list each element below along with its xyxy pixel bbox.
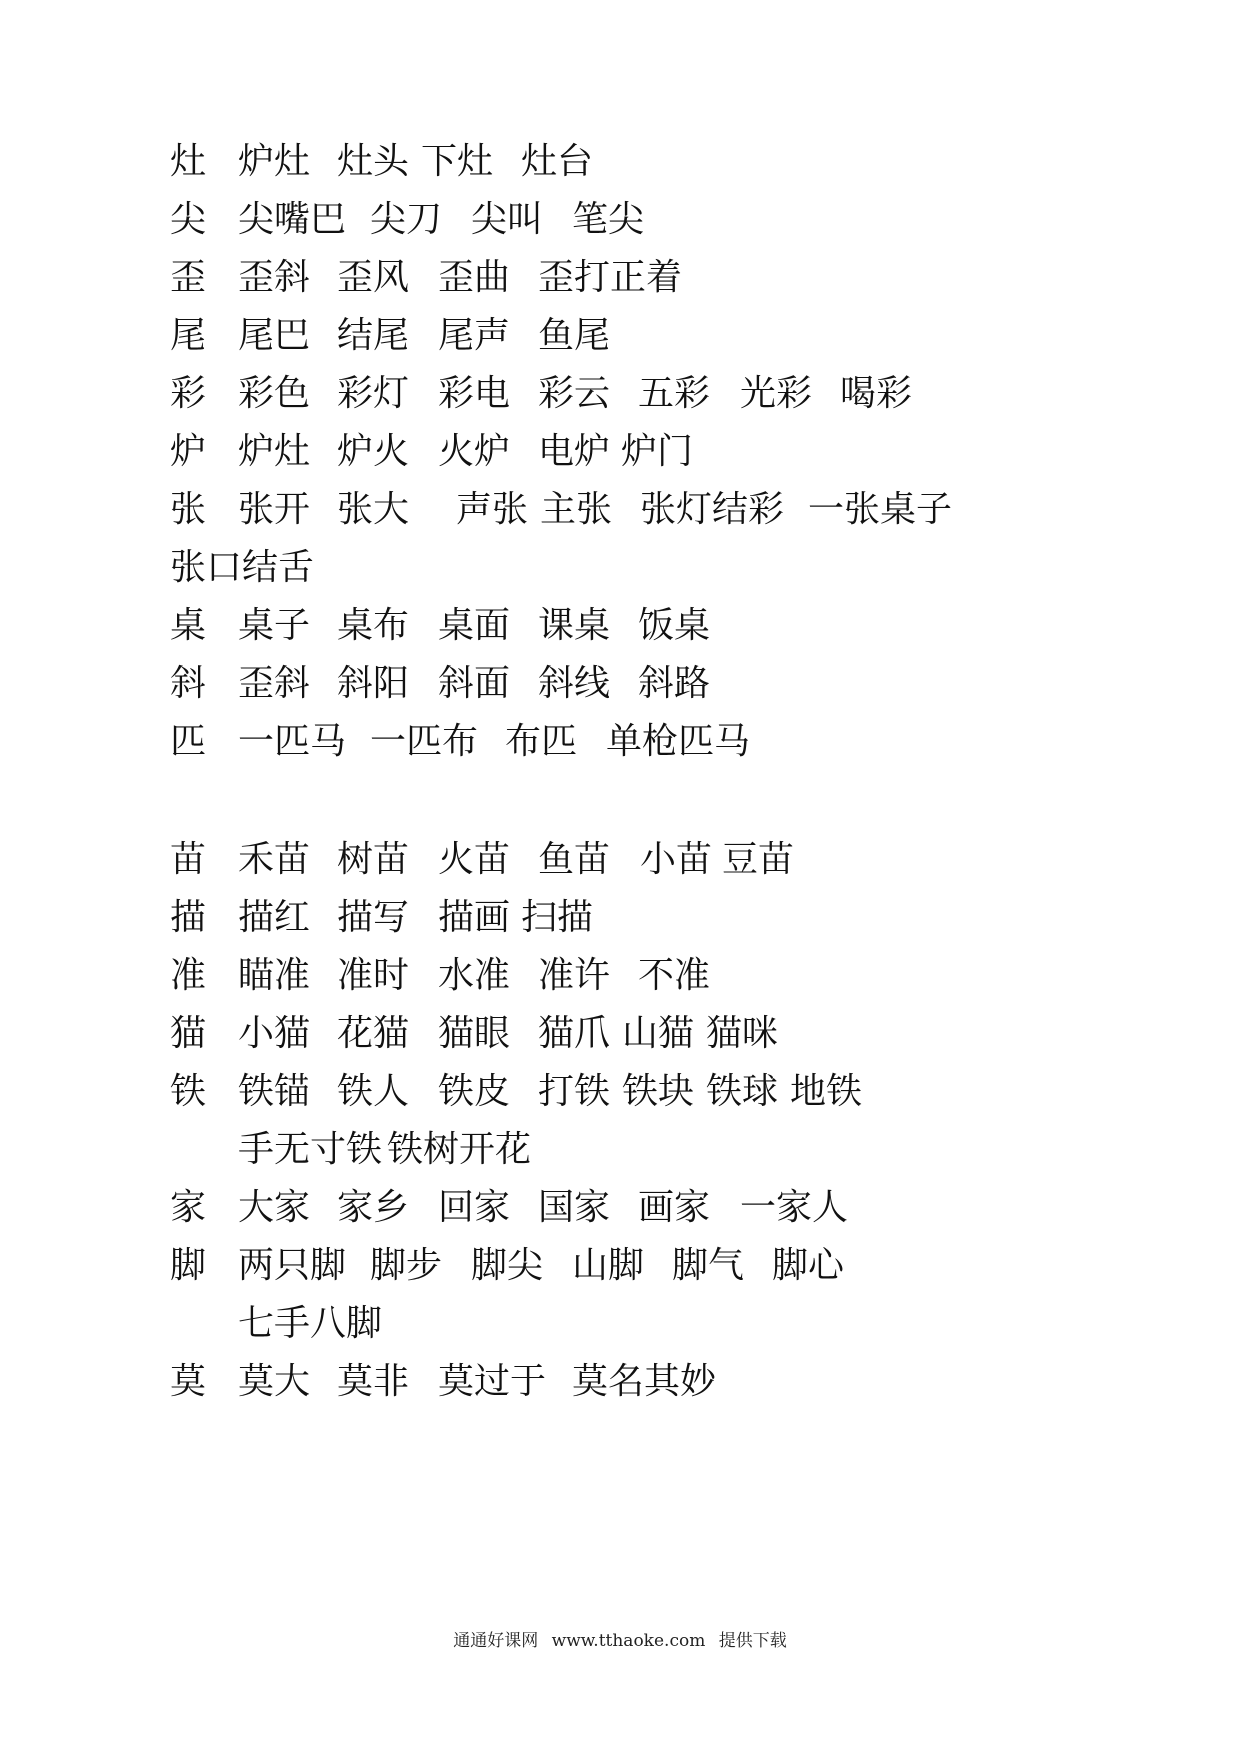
word: 鱼尾 (538, 315, 611, 356)
word: 打铁 (538, 1071, 611, 1112)
word: 喝彩 (840, 373, 913, 414)
footer-site-name: 通通好课网 (453, 1631, 539, 1651)
headword: 张 (170, 489, 207, 530)
word: 花猫 (337, 1013, 410, 1054)
headword: 家 (170, 1187, 207, 1228)
footer-url: www.tthaoke.com (551, 1631, 706, 1651)
word: 一张桌子 (808, 489, 953, 530)
word: 布匹 (505, 721, 578, 762)
word: 张灯结彩 (640, 489, 785, 530)
word: 山猫 (622, 1013, 695, 1054)
word: 瞄准 (238, 955, 311, 996)
word: 回家 (438, 1187, 511, 1228)
page-footer (0, 1629, 1240, 1653)
word: 火苗 (438, 839, 511, 880)
word: 猫眼 (438, 1013, 511, 1054)
word: 描写 (337, 897, 410, 938)
word: 一匹马 (238, 721, 347, 762)
word: 山脚 (572, 1245, 645, 1286)
word: 灶头 (337, 141, 410, 182)
word: 两只脚 (238, 1245, 347, 1286)
headword: 苗 (170, 839, 207, 880)
headword: 脚 (170, 1245, 207, 1286)
word-row (0, 1183, 1240, 1233)
word: 斜面 (438, 663, 511, 704)
word: 桌子 (238, 605, 311, 646)
word-row (0, 951, 1240, 1001)
word: 铁球 (706, 1071, 779, 1112)
word: 笔尖 (572, 199, 645, 240)
word: 彩色 (238, 373, 311, 414)
word: 彩灯 (337, 373, 410, 414)
word: 结尾 (337, 315, 410, 356)
headword: 描 (170, 897, 207, 938)
word: 歪斜 (238, 257, 311, 298)
word: 豆苗 (722, 839, 795, 880)
word-row (0, 1125, 1240, 1175)
word: 描画 (438, 897, 511, 938)
word: 斜线 (538, 663, 611, 704)
word-row (0, 253, 1240, 303)
word: 家乡 (337, 1187, 410, 1228)
headword: 铁 (170, 1071, 207, 1112)
word: 一匹布 (370, 721, 479, 762)
headword: 尖 (170, 199, 207, 240)
word: 铁块 (622, 1071, 695, 1112)
word: 歪风 (337, 257, 410, 298)
word: 炉灶 (238, 431, 311, 472)
word: 张大 (337, 489, 410, 530)
word: 歪斜 (238, 663, 311, 704)
word: 炉门 (621, 431, 694, 472)
word: 下灶 (421, 141, 494, 182)
headword: 莫 (170, 1361, 207, 1402)
word: 彩电 (438, 373, 511, 414)
word: 尾声 (438, 315, 511, 356)
word-row (0, 1357, 1240, 1407)
word: 铁皮 (438, 1071, 511, 1112)
word: 桌面 (438, 605, 511, 646)
word: 声张 (456, 489, 529, 530)
word: 单枪匹马 (606, 721, 751, 762)
word: 光彩 (740, 373, 813, 414)
word: 莫过于 (438, 1361, 547, 1402)
word: 尖嘴巴 (238, 199, 347, 240)
word: 彩云 (538, 373, 611, 414)
headword: 匹 (170, 721, 207, 762)
word-row (0, 893, 1240, 943)
word: 脚气 (672, 1245, 745, 1286)
headword: 尾 (170, 315, 207, 356)
word-row (0, 1299, 1240, 1349)
word: 猫咪 (706, 1013, 779, 1054)
word: 斜阳 (337, 663, 410, 704)
word: 莫大 (238, 1361, 311, 1402)
word: 鱼苗 (538, 839, 611, 880)
word: 准许 (538, 955, 611, 996)
word: 尖刀 (370, 199, 443, 240)
word: 炉火 (337, 431, 410, 472)
word: 脚心 (772, 1245, 845, 1286)
word: 尾巴 (238, 315, 311, 356)
headword: 斜 (170, 663, 207, 704)
word-row (0, 659, 1240, 709)
word-row (0, 195, 1240, 245)
word-row (0, 717, 1240, 767)
footer-suffix: 提供下载 (718, 1631, 787, 1651)
word: 地铁 (790, 1071, 863, 1112)
word: 课桌 (538, 605, 611, 646)
word: 大家 (238, 1187, 311, 1228)
word: 五彩 (638, 373, 711, 414)
word: 扫描 (521, 897, 594, 938)
word: 一家人 (740, 1187, 849, 1228)
word: 禾苗 (238, 839, 311, 880)
headword: 猫 (170, 1013, 207, 1054)
word: 桌布 (337, 605, 410, 646)
word: 国家 (538, 1187, 611, 1228)
word: 脚尖 (471, 1245, 544, 1286)
word-row (0, 1241, 1240, 1291)
word: 电炉 (538, 431, 611, 472)
word: 火炉 (438, 431, 511, 472)
word: 描红 (238, 897, 311, 938)
word: 灶台 (521, 141, 594, 182)
word: 七手八脚 (238, 1303, 383, 1344)
headword: 炉 (170, 431, 207, 472)
word: 画家 (638, 1187, 711, 1228)
word-row (0, 835, 1240, 885)
word-row (0, 543, 1240, 593)
word: 炉灶 (238, 141, 311, 182)
word: 张开 (238, 489, 311, 530)
word: 铁树开花 (387, 1129, 532, 1170)
word: 准时 (337, 955, 410, 996)
word-row (0, 485, 1240, 535)
word-row (0, 427, 1240, 477)
word: 莫名其妙 (572, 1361, 717, 1402)
headword: 彩 (170, 373, 207, 414)
word-row (0, 601, 1240, 651)
word: 歪打正着 (538, 257, 683, 298)
word: 猫爪 (538, 1013, 611, 1054)
word: 小苗 (640, 839, 713, 880)
headword: 灶 (170, 141, 207, 182)
word: 铁锚 (238, 1071, 311, 1112)
headword: 准 (170, 955, 207, 996)
headword: 桌 (170, 605, 207, 646)
word: 铁人 (337, 1071, 410, 1112)
word: 手无寸铁 (238, 1129, 383, 1170)
word: 水准 (438, 955, 511, 996)
word: 不准 (638, 955, 711, 996)
word: 尖叫 (471, 199, 544, 240)
word-row (0, 1009, 1240, 1059)
word-row (0, 137, 1240, 187)
word: 脚步 (370, 1245, 443, 1286)
word: 小猫 (238, 1013, 311, 1054)
word: 饭桌 (638, 605, 711, 646)
word: 张口结舌 (170, 547, 315, 588)
word: 树苗 (337, 839, 410, 880)
word: 斜路 (638, 663, 711, 704)
word: 歪曲 (438, 257, 511, 298)
word: 莫非 (337, 1361, 410, 1402)
word-row (0, 1067, 1240, 1117)
word-row (0, 311, 1240, 361)
word: 主张 (540, 489, 613, 530)
word-row (0, 369, 1240, 419)
headword: 歪 (170, 257, 207, 298)
